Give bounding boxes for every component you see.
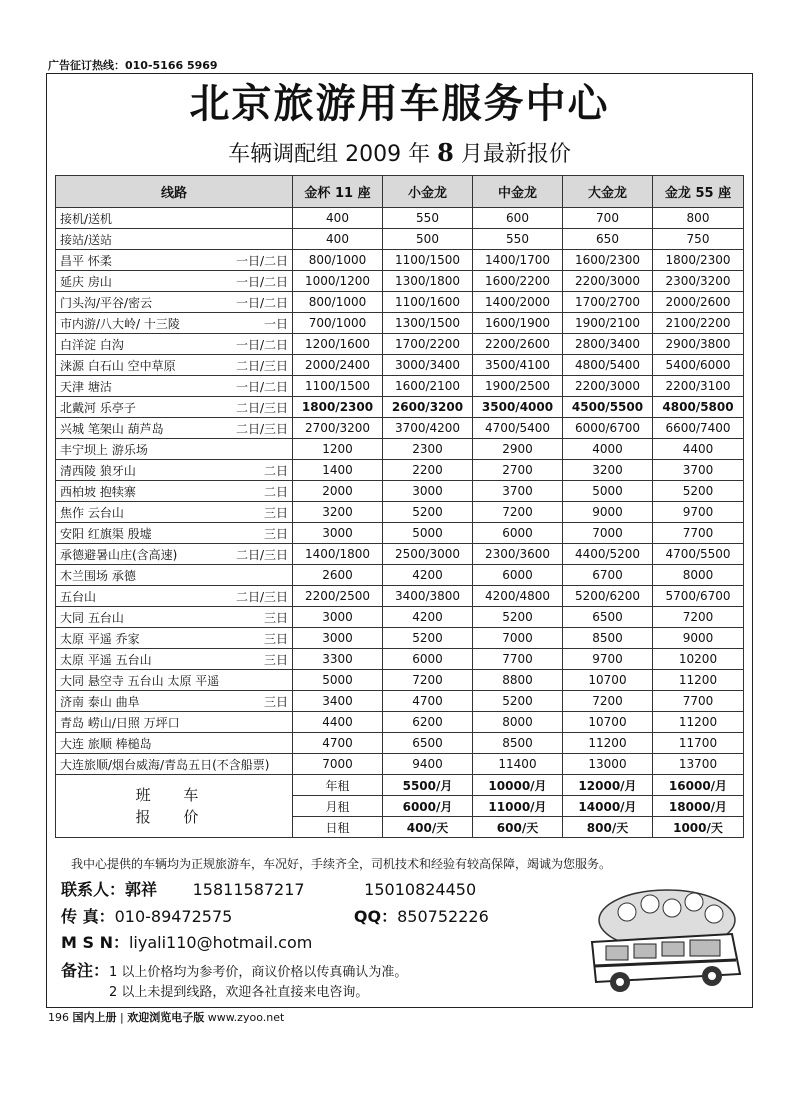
route-days: 二日: [263, 463, 288, 478]
route-cell: [56, 523, 293, 544]
price-cell: 650: [563, 229, 653, 250]
price-cell: 1200: [293, 439, 383, 460]
table-row: [56, 712, 744, 733]
msn-label: M S N：: [61, 933, 129, 952]
route-cell: [56, 544, 293, 565]
route-name: 青岛 崂山/日照 万坪口: [60, 715, 180, 730]
route-name: 安阳 红旗渠 殷墟: [60, 526, 152, 541]
price-cell: 500: [383, 229, 473, 250]
charter-term: 日租: [293, 817, 383, 838]
price-cell: 8800: [473, 670, 563, 691]
price-cell: 11400: [473, 754, 563, 775]
price-cell: 4800/5800: [653, 397, 744, 418]
price-cell: 3400/3800: [383, 586, 473, 607]
charter-cell: 14000/月: [563, 796, 653, 817]
page-subtitle: [47, 136, 752, 172]
price-cell: 3700: [653, 460, 744, 481]
price-cell: 8500: [563, 628, 653, 649]
ad-frame: [46, 73, 753, 1008]
charter-cell: 600/天: [473, 817, 563, 838]
price-cell: 5700/6700: [653, 586, 744, 607]
subtitle-month: 8: [437, 138, 454, 167]
subtitle-pre: 车辆调配组 2009 年: [228, 142, 438, 167]
price-cell: 1800/2300: [293, 397, 383, 418]
price-cell: 1600/1900: [473, 313, 563, 334]
price-cell: 1900/2100: [563, 313, 653, 334]
price-cell: 5200/6200: [563, 586, 653, 607]
route-name: 五台山: [60, 589, 97, 604]
route-days: 一日/二日: [235, 295, 288, 310]
table-row: [56, 250, 744, 271]
page-footer: 196 国内上册 | 欢迎浏览电子版 www.zyoo.net: [48, 1011, 285, 1024]
route-name: 承德避暑山庄(含高速): [60, 547, 178, 562]
price-cell: 3000/3400: [383, 355, 473, 376]
route-days: 三日: [263, 631, 288, 646]
price-cell: 3000: [293, 628, 383, 649]
price-cell: 2000/2600: [653, 292, 744, 313]
price-cell: 2900: [473, 439, 563, 460]
price-cell: 9700: [563, 649, 653, 670]
price-cell: 1100/1500: [293, 376, 383, 397]
route-days: 二日/三日: [235, 547, 288, 562]
route-name: 兴城 笔架山 葫芦岛: [60, 421, 164, 436]
route-days: 二日/三日: [235, 589, 288, 604]
charter-row: [56, 775, 744, 796]
price-cell: 3700: [473, 481, 563, 502]
table-row: [56, 586, 744, 607]
table-row: [56, 439, 744, 460]
route-name: 延庆 房山: [60, 274, 112, 289]
route-name: 昌平 怀柔: [60, 253, 112, 268]
route-days: 三日: [263, 652, 288, 667]
price-cell: 6700: [563, 565, 653, 586]
price-cell: 7200: [653, 607, 744, 628]
price-cell: 7700: [473, 649, 563, 670]
price-cell: 1200/1600: [293, 334, 383, 355]
price-cell: 700/1000: [293, 313, 383, 334]
page-number: 196: [48, 1011, 69, 1024]
route-days: 三日: [263, 610, 288, 625]
table-row: [56, 376, 744, 397]
price-cell: 7700: [653, 523, 744, 544]
ad-hotline: 广告征订热线：010-5166 5969: [48, 59, 218, 72]
price-cell: 9400: [383, 754, 473, 775]
price-cell: 7200: [563, 691, 653, 712]
contact-fax-line: [61, 904, 489, 927]
route-cell: [56, 271, 293, 292]
route-days: 一日: [263, 316, 288, 331]
price-cell: 2300/3200: [653, 271, 744, 292]
route-cell: [56, 628, 293, 649]
subtitle-post: 月最新报价: [453, 142, 571, 167]
table-row: [56, 481, 744, 502]
table-row: [56, 229, 744, 250]
price-cell: 4400: [293, 712, 383, 733]
price-cell: 1800/2300: [653, 250, 744, 271]
price-cell: 750: [653, 229, 744, 250]
service-note: 我中心提供的车辆均为正规旅游车，车况好，手续齐全，司机技术和经验有较高保障，竭诚为您服务。: [71, 857, 612, 871]
header-jinlong55: 金龙 55 座: [653, 176, 744, 208]
route-name: 大连 旅顺 棒槌岛: [60, 736, 152, 751]
fax-label: 传 真：: [61, 907, 115, 926]
price-cell: 1900/2500: [473, 376, 563, 397]
table-row: [56, 691, 744, 712]
route-name: 接站/送站: [60, 232, 113, 247]
price-cell: 6500: [383, 733, 473, 754]
price-cell: 4400/5200: [563, 544, 653, 565]
price-cell: 550: [473, 229, 563, 250]
charter-term: 月租: [293, 796, 383, 817]
price-cell: 1300/1500: [383, 313, 473, 334]
price-cell: 6200: [383, 712, 473, 733]
price-cell: 13700: [653, 754, 744, 775]
price-cell: 5200: [383, 502, 473, 523]
price-cell: 5200: [473, 607, 563, 628]
price-cell: 2300: [383, 439, 473, 460]
footer-url: www.zyoo.net: [207, 1011, 285, 1024]
charter-cell: 10000/月: [473, 775, 563, 796]
price-cell: 550: [383, 208, 473, 229]
price-cell: 6500: [563, 607, 653, 628]
msn-address: liyali110@hotmail.com: [128, 933, 313, 952]
route-name: 大同 悬空寺 五台山 太原 平遥: [60, 673, 220, 688]
route-name: 焦作 云台山: [60, 505, 124, 520]
price-cell: 2200/2600: [473, 334, 563, 355]
route-cell: [56, 481, 293, 502]
header-dajinlong: 大金龙: [563, 176, 653, 208]
price-cell: 11200: [563, 733, 653, 754]
price-cell: 2700: [473, 460, 563, 481]
contact-msn-line: [61, 930, 312, 953]
route-cell: [56, 712, 293, 733]
route-cell: [56, 649, 293, 670]
price-cell: 1100/1600: [383, 292, 473, 313]
price-cell: 1600/2200: [473, 271, 563, 292]
route-name: 白洋淀 白沟: [60, 337, 124, 352]
route-name: 清西陵 狼牙山: [60, 463, 136, 478]
charter-cell: 18000/月: [653, 796, 744, 817]
price-cell: 1700/2200: [383, 334, 473, 355]
table-header-row: [56, 176, 744, 208]
route-cell: [56, 208, 293, 229]
route-cell: [56, 565, 293, 586]
route-name: 接机/送机: [60, 211, 113, 226]
fax-number: 010-89472575: [114, 907, 233, 926]
contact-person-line: [61, 877, 476, 900]
price-cell: 5200: [653, 481, 744, 502]
route-name: 丰宁坝上 游乐场: [60, 442, 148, 457]
table-row: [56, 628, 744, 649]
price-cell: 10700: [563, 712, 653, 733]
table-row: [56, 544, 744, 565]
price-cell: 3700/4200: [383, 418, 473, 439]
price-cell: 6600/7400: [653, 418, 744, 439]
price-cell: 4000: [563, 439, 653, 460]
price-cell: 1600/2300: [563, 250, 653, 271]
price-cell: 6000: [473, 565, 563, 586]
table-row: [56, 292, 744, 313]
route-cell: [56, 250, 293, 271]
price-cell: 7000: [293, 754, 383, 775]
route-name: 大连旅顺/烟台威海/青岛五日(不含船票): [60, 757, 270, 772]
price-cell: 4400: [653, 439, 744, 460]
price-cell: 5200: [473, 691, 563, 712]
price-cell: 7000: [473, 628, 563, 649]
charter-cell: 400/天: [383, 817, 473, 838]
header-jinbei11: 金杯 11 座: [293, 176, 383, 208]
charter-cell: 1000/天: [653, 817, 744, 838]
price-cell: 6000/6700: [563, 418, 653, 439]
price-cell: 11200: [653, 712, 744, 733]
route-name: 北戴河 乐亭子: [60, 400, 136, 415]
price-cell: 7700: [653, 691, 744, 712]
route-name: 门头沟/平谷/密云: [60, 295, 153, 310]
table-row: [56, 607, 744, 628]
route-cell: [56, 754, 293, 775]
route-cell: [56, 586, 293, 607]
price-cell: 6000: [383, 649, 473, 670]
price-cell: 1400/1700: [473, 250, 563, 271]
price-cell: 5200: [383, 628, 473, 649]
price-cell: 2200: [383, 460, 473, 481]
price-cell: 10700: [563, 670, 653, 691]
price-cell: 1600/2100: [383, 376, 473, 397]
footer-slogan: 欢迎浏览电子版: [127, 1011, 205, 1024]
price-cell: 5000: [383, 523, 473, 544]
price-cell: 800/1000: [293, 292, 383, 313]
route-name: 西柏坡 抱犊寨: [60, 484, 136, 499]
route-name: 天津 塘沽: [60, 379, 112, 394]
header-xiaojinlong: 小金龙: [383, 176, 473, 208]
price-cell: 2200/3100: [653, 376, 744, 397]
price-cell: 2200/3000: [563, 376, 653, 397]
route-days: 二日/三日: [235, 358, 288, 373]
table-row: [56, 208, 744, 229]
route-cell: [56, 607, 293, 628]
price-cell: 3500/4000: [473, 397, 563, 418]
route-days: 一日/二日: [235, 274, 288, 289]
charter-cell: 11000/月: [473, 796, 563, 817]
price-cell: 800: [653, 208, 744, 229]
route-cell: [56, 691, 293, 712]
table-row: [56, 334, 744, 355]
price-cell: 2300/3600: [473, 544, 563, 565]
route-cell: [56, 376, 293, 397]
table-row: [56, 523, 744, 544]
price-cell: 2200/2500: [293, 586, 383, 607]
qq-label: QQ：: [353, 907, 398, 926]
price-cell: 7200: [383, 670, 473, 691]
route-cell: [56, 313, 293, 334]
charter-label-line2: 报 价: [135, 808, 213, 826]
table-row: [56, 460, 744, 481]
table-row: [56, 670, 744, 691]
route-days: 三日: [263, 694, 288, 709]
price-cell: 4800/5400: [563, 355, 653, 376]
price-cell: 7000: [563, 523, 653, 544]
price-cell: 5000: [563, 481, 653, 502]
charter-cell: 5500/月: [383, 775, 473, 796]
route-days: 三日: [263, 526, 288, 541]
price-cell: 9700: [653, 502, 744, 523]
contact-phone1: 15811587217: [192, 880, 305, 899]
price-cell: 2000/2400: [293, 355, 383, 376]
price-cell: 2000: [293, 481, 383, 502]
price-cell: 800/1000: [293, 250, 383, 271]
charter-label-line1: 班 车: [135, 786, 213, 804]
charter-term: 年租: [293, 775, 383, 796]
table-row: [56, 733, 744, 754]
price-cell: 1400/2000: [473, 292, 563, 313]
price-cell: 8500: [473, 733, 563, 754]
route-cell: [56, 460, 293, 481]
price-table: [55, 175, 744, 838]
price-cell: 2800/3400: [563, 334, 653, 355]
price-cell: 2600: [293, 565, 383, 586]
route-cell: [56, 418, 293, 439]
route-cell: [56, 439, 293, 460]
price-cell: 4500/5500: [563, 397, 653, 418]
charter-cell: 800/天: [563, 817, 653, 838]
charter-cell: 16000/月: [653, 775, 744, 796]
price-cell: 2500/3000: [383, 544, 473, 565]
price-cell: 2200/3000: [563, 271, 653, 292]
route-days: 一日/二日: [235, 337, 288, 352]
route-name: 太原 平遥 乔家: [60, 631, 140, 646]
table-row: [56, 502, 744, 523]
price-cell: 3400: [293, 691, 383, 712]
route-cell: [56, 334, 293, 355]
charter-cell: 6000/月: [383, 796, 473, 817]
price-cell: 1000/1200: [293, 271, 383, 292]
table-row: [56, 271, 744, 292]
price-cell: 3300: [293, 649, 383, 670]
header-route: 线路: [56, 176, 293, 208]
route-cell: [56, 229, 293, 250]
price-cell: 10200: [653, 649, 744, 670]
price-cell: 1400: [293, 460, 383, 481]
route-cell: [56, 292, 293, 313]
remarks: [61, 961, 407, 1003]
table-row: [56, 313, 744, 334]
price-cell: 1100/1500: [383, 250, 473, 271]
route-cell: [56, 733, 293, 754]
page-title: 北京旅游用车服务中心: [189, 81, 610, 127]
price-cell: 2600/3200: [383, 397, 473, 418]
charter-cell: 12000/月: [563, 775, 653, 796]
table-row: [56, 649, 744, 670]
qq-number: 850752226: [397, 907, 489, 926]
route-cell: [56, 670, 293, 691]
price-cell: 9000: [563, 502, 653, 523]
route-name: 市内游/八大岭/ 十三陵: [60, 316, 180, 331]
price-cell: 1300/1800: [383, 271, 473, 292]
price-cell: 2900/3800: [653, 334, 744, 355]
price-cell: 5400/6000: [653, 355, 744, 376]
bus-cartoon-illustration: [572, 882, 747, 1002]
remarks-line1: 1 以上价格均为参考价，商议价格以传真确认为准。: [109, 965, 408, 980]
price-cell: 600: [473, 208, 563, 229]
table-row: [56, 754, 744, 775]
price-cell: 8000: [653, 565, 744, 586]
route-name: 济南 泰山 曲阜: [60, 694, 140, 709]
price-cell: 4700/5400: [473, 418, 563, 439]
price-cell: 3200: [293, 502, 383, 523]
route-days: 一日/二日: [235, 253, 288, 268]
price-cell: 5000: [293, 670, 383, 691]
price-cell: 2100/2200: [653, 313, 744, 334]
price-cell: 3000: [293, 607, 383, 628]
price-cell: 400: [293, 208, 383, 229]
route-cell: [56, 397, 293, 418]
price-cell: 4700: [383, 691, 473, 712]
route-name: 太原 平遥 五台山: [60, 652, 152, 667]
price-cell: 3000: [383, 481, 473, 502]
price-cell: 3500/4100: [473, 355, 563, 376]
price-cell: 400: [293, 229, 383, 250]
price-cell: 3200: [563, 460, 653, 481]
price-cell: 8000: [473, 712, 563, 733]
table-row: [56, 418, 744, 439]
price-cell: 3000: [293, 523, 383, 544]
route-days: 二日/三日: [235, 421, 288, 436]
price-cell: 1400/1800: [293, 544, 383, 565]
footer-section: 国内上册: [72, 1011, 117, 1024]
price-cell: 7200: [473, 502, 563, 523]
route-cell: [56, 355, 293, 376]
route-days: 三日: [263, 505, 288, 520]
route-days: 二日/三日: [235, 400, 288, 415]
price-cell: 4700/5500: [653, 544, 744, 565]
price-cell: 9000: [653, 628, 744, 649]
table-row: [56, 565, 744, 586]
header-zhongjinlong: 中金龙: [473, 176, 563, 208]
charter-label: [56, 775, 293, 838]
contact-phone2: 15010824450: [364, 880, 477, 899]
table-row: [56, 397, 744, 418]
contact-person-label: 联系人：: [61, 880, 126, 899]
route-days: 一日/二日: [235, 379, 288, 394]
price-cell: 2700/3200: [293, 418, 383, 439]
route-name: 涞源 白石山 空中草原: [60, 358, 176, 373]
price-cell: 700: [563, 208, 653, 229]
route-name: 大同 五台山: [60, 610, 124, 625]
price-cell: 11700: [653, 733, 744, 754]
route-name: 木兰围场 承德: [60, 568, 136, 583]
table-row: [56, 355, 744, 376]
price-cell: 4700: [293, 733, 383, 754]
price-cell: 13000: [563, 754, 653, 775]
price-cell: 1700/2700: [563, 292, 653, 313]
remarks-label: 备注：: [61, 961, 110, 980]
price-cell: 6000: [473, 523, 563, 544]
price-cell: 4200: [383, 565, 473, 586]
price-cell: 4200: [383, 607, 473, 628]
route-cell: [56, 502, 293, 523]
price-cell: 4200/4800: [473, 586, 563, 607]
price-cell: 11200: [653, 670, 744, 691]
remarks-line2: 2 以上未提到线路，欢迎各社直接来电咨询。: [109, 985, 369, 1000]
contact-person: 郭祥: [125, 880, 158, 899]
route-days: 二日: [263, 484, 288, 499]
